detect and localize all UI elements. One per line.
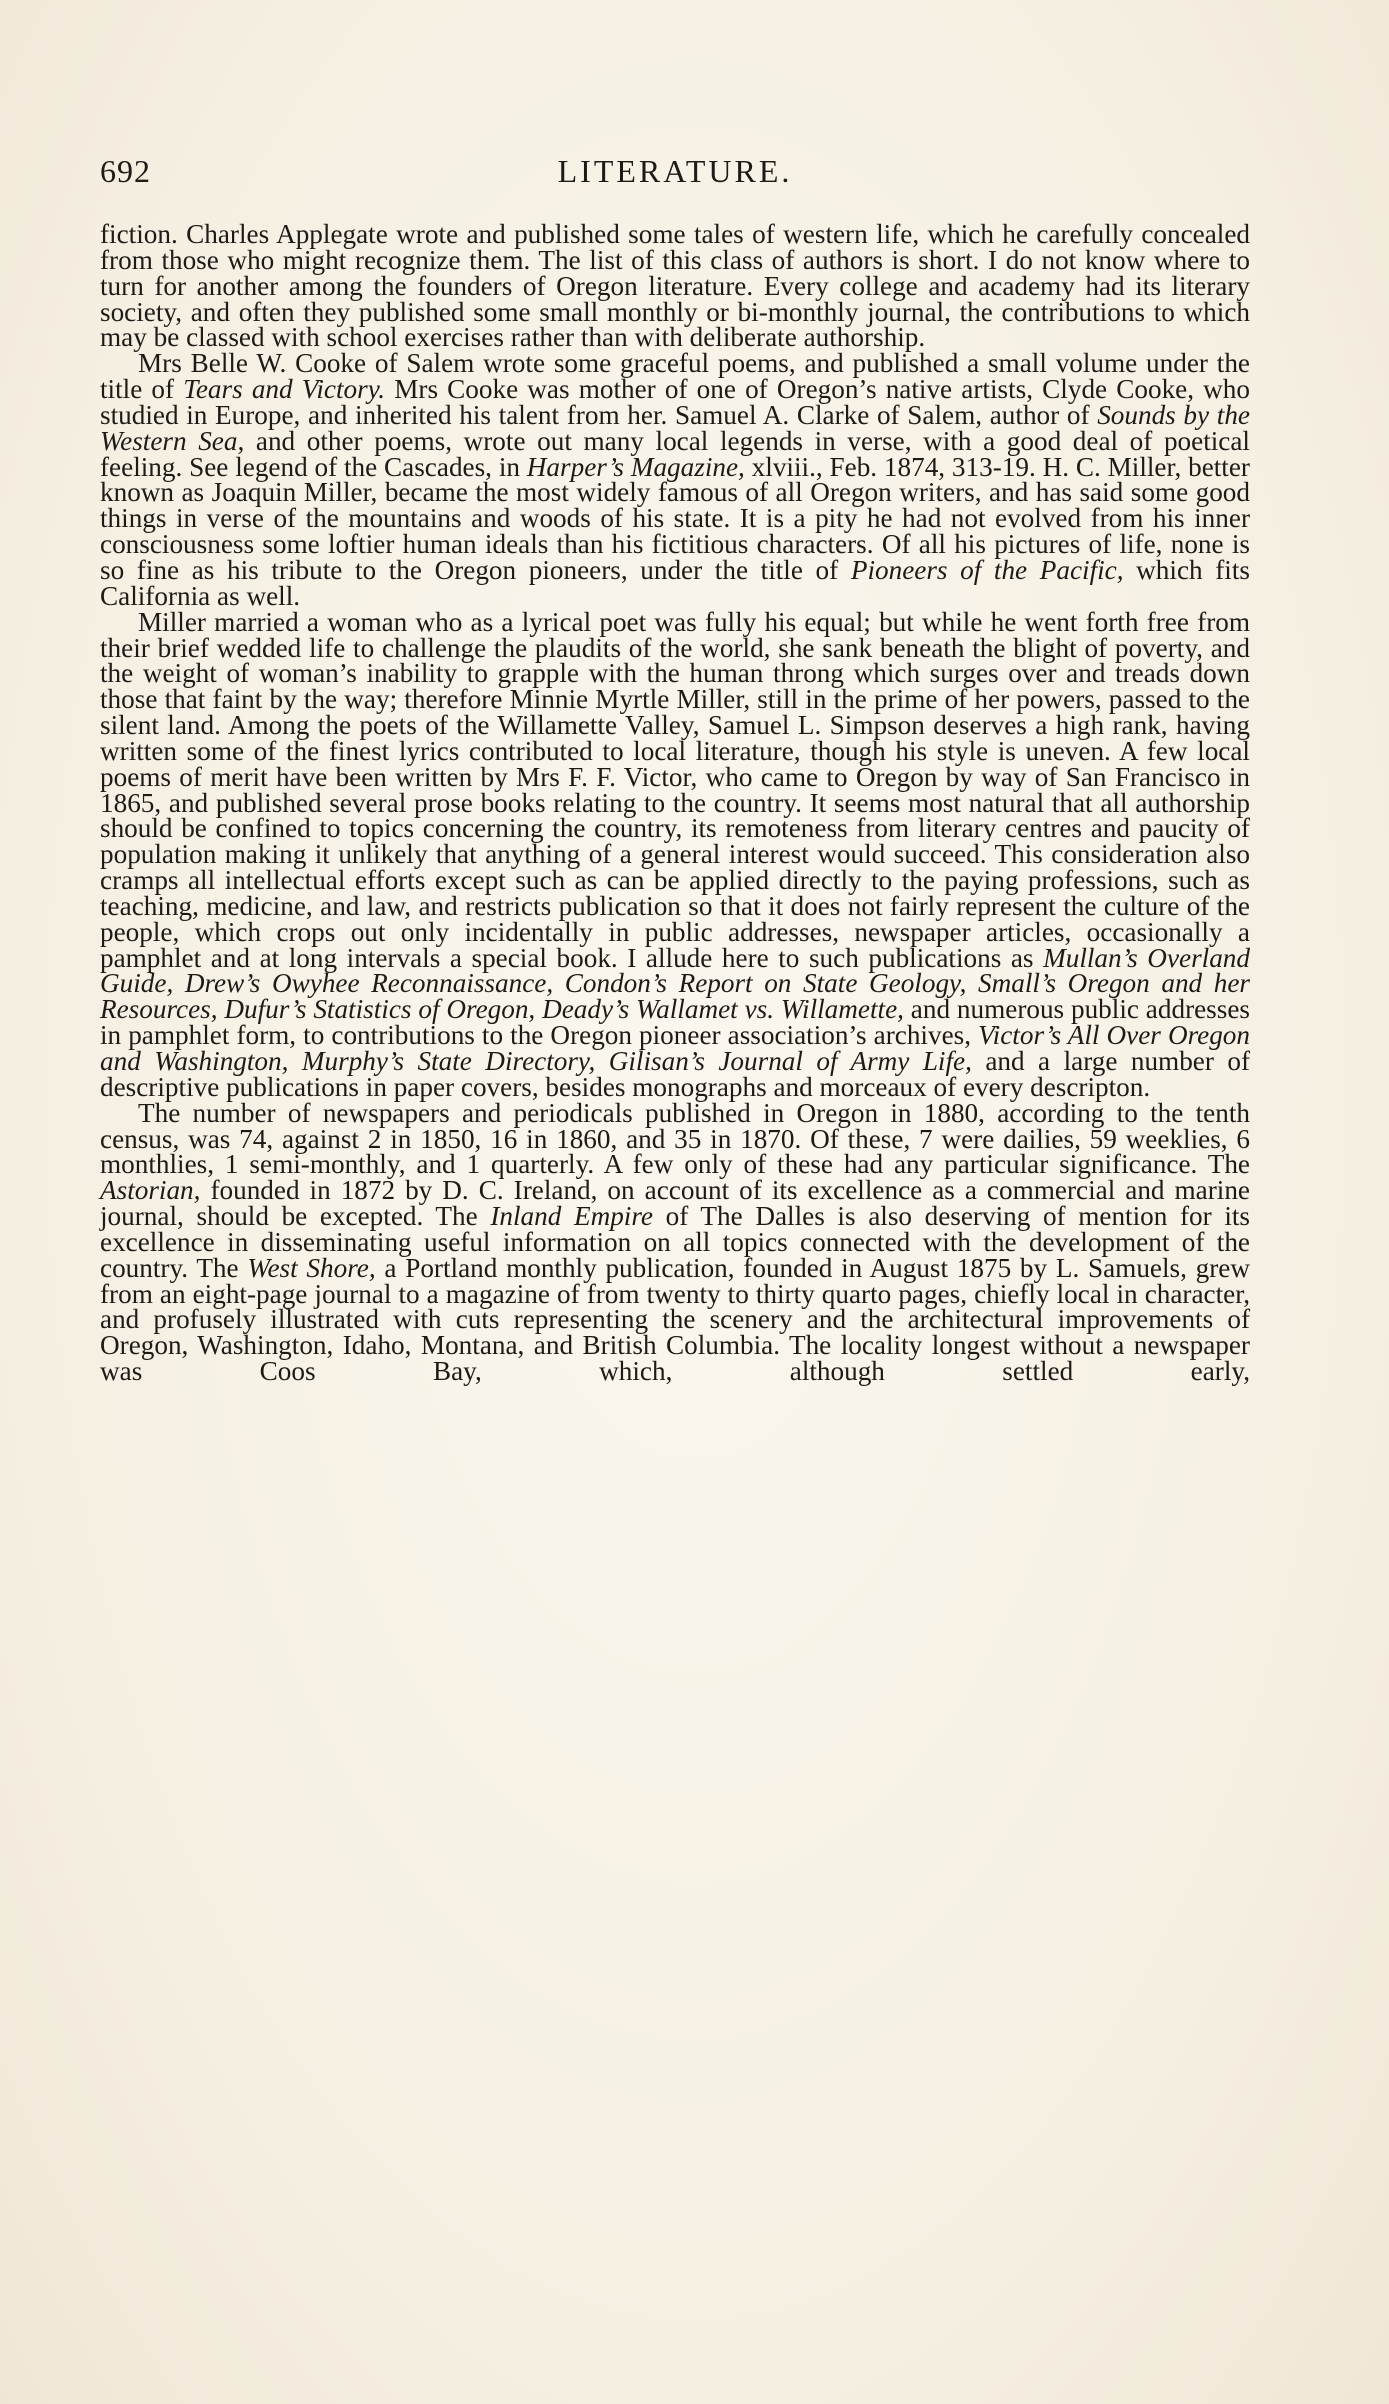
page-number: 692 [100, 153, 151, 189]
publication-list-2: Victor’s All Over Oregon and Washington, Murphy’s State Directory, Gilisan’s Journal of Army Life, [100, 1020, 1250, 1076]
paragraph-3-text-2: and numerous public addresses in pamphlet form, to contributions to the Oregon pioneer association’s archives, [100, 994, 1250, 1051]
book-title-sounds-by-the-western-sea: Sounds by the Western Sea, [100, 399, 1250, 456]
paragraph-4-text-4: a Portland monthly publication, founded in August 1875 by L. Samuels, grew from an eight-page journal to a magazine of from twenty to thirty quarto pages, chiefly local in character, and profusely illustrated with cuts representing the scenery and the architectural improvements of Oregon, Washington, Idaho, Montana, and British Columbia. The locality longest without a newspaper was Coos Bay, which, although settled early, [100, 1252, 1250, 1387]
paragraph-1-text: fiction. Charles Applegate wrote and published some tales of western life, which he carefully concealed from those who might recognize them. The list of this class of authors is short. I do not know where to turn for another among the founders of Oregon literature. Every college and academy had its literary society, and often they published some small monthly or bi-monthly journal, the contributions to which may be classed with school exercises rather than with deliberate authorship. [100, 219, 1250, 353]
paragraph-2-text-5: which fits California as well. [100, 554, 1250, 611]
paragraph-1 [100, 219, 1250, 353]
page-header [100, 153, 1250, 199]
publication-list-1: Mullan’s Overland Guide, Drew’s Owyhee Reconnaissance, Condon’s Report on State Geology, Small’s Oregon and her Resources, Dufur’s Statistics of Oregon, Deady’s Wallamet vs. Willamette, [100, 942, 1250, 1025]
paragraph-4-text-2: founded in 1872 by D. C. Ireland, on account of its excellence as a commercial and marine journal, should be excepted. The [100, 1175, 1250, 1232]
magazine-title-west-shore: West Shore, [247, 1252, 376, 1283]
magazine-title-harpers: Harper’s Magazine, [526, 451, 745, 482]
book-title-tears-and-victory: Tears and Victory. [183, 374, 386, 405]
newspaper-title-inland-empire: Inland Empire [490, 1201, 653, 1232]
newspaper-title-astorian: Astorian, [100, 1175, 201, 1206]
paragraph-3 [100, 606, 1250, 1102]
poem-title-pioneers-of-the-pacific: Pioneers of the Pacific, [850, 554, 1124, 585]
paragraph-2 [100, 348, 1250, 611]
paragraph-3-text-3: and a large number of descriptive publications in paper covers, besides monographs and morceaux of every descripton. [100, 1046, 1250, 1102]
paragraph-2-text-4: xlviii., Feb. 1874, 313-19. H. C. Miller, better known as Joaquin Miller, became the most widely famous of all Oregon writers, and has said some good things in verse of the mountains and woods of his state. It is a pity he had not evolved from his inner consciousness some loftier human ideals than his fictitious characters. Of all his pictures of life, none is so fine as his tribute to the Oregon pioneers, under the title of [100, 451, 1250, 585]
paragraph-2-text-3: and other poems, wrote out many local legends in verse, with a good deal of poetical feeling. See legend of the Cascades, in [100, 425, 1250, 482]
paragraph-4-text-1: The number of newspapers and periodicals published in Oregon in 1880, according to the tenth census, was 74, against 2 in 1850, 16 in 1860, and 35 in 1870. Of these, 7 were dailies, 59 weeklies, 6 monthlies, 1 semi-monthly, and 1 quarterly. A few only of these had any particular significance. The [100, 1097, 1250, 1180]
running-head: LITERATURE. [557, 153, 793, 189]
paragraph-4-text-3: of The Dalles is also deserving of mention for its excellence in disseminating useful information on all topics connected with the development of the country. The [100, 1201, 1251, 1283]
body-text [100, 219, 1251, 1387]
paragraph-2-text-1: Mrs Belle W. Cooke of Salem wrote some graceful poems, and published a small volume under the title of [100, 348, 1250, 405]
paragraph-3-text-1: Miller married a woman who as a lyrical poet was fully his equal; but while he went forth free from their brief wedded life to challenge the plaudits of the world, she sank beneath the blight of poverty, and the weight of woman’s inability to grapple with the human throng which surges over and treads down those that faint by the way; therefore Minnie Myrtle Miller, still in the prime of her powers, passed to the silent land. Among the poets of the Willamette Valley, Samuel L. Simpson deserves a high rank, having written some of the finest lyrics contributed to local literature, though his style is uneven. A few local poems of merit have been written by Mrs F. F. Victor, who came to Oregon by way of San Francisco in 1865, and published several prose books relating to the country. It seems most natural that all authorship should be confined to topics concerning the country, its remoteness from literary centres and paucity of population making it unlikely that anything of a general interest would succeed. This consideration also cramps all intellectual efforts except such as can be applied directly to the paying professions, such as teaching, medicine, and law, and restricts publication so that it does not fairly represent the culture of the people, which crops out only incidentally in public addresses, newspaper articles, occasionally a pamphlet and at long intervals a special book. I allude here to such publications as [100, 606, 1250, 973]
paragraph-4 [100, 1097, 1251, 1387]
paragraph-2-text-2: Mrs Cooke was mother of one of Oregon’s native artists, Clyde Cooke, who studied in Europe, and inherited his talent from her. Samuel A. Clarke of Salem, author of [100, 374, 1250, 430]
